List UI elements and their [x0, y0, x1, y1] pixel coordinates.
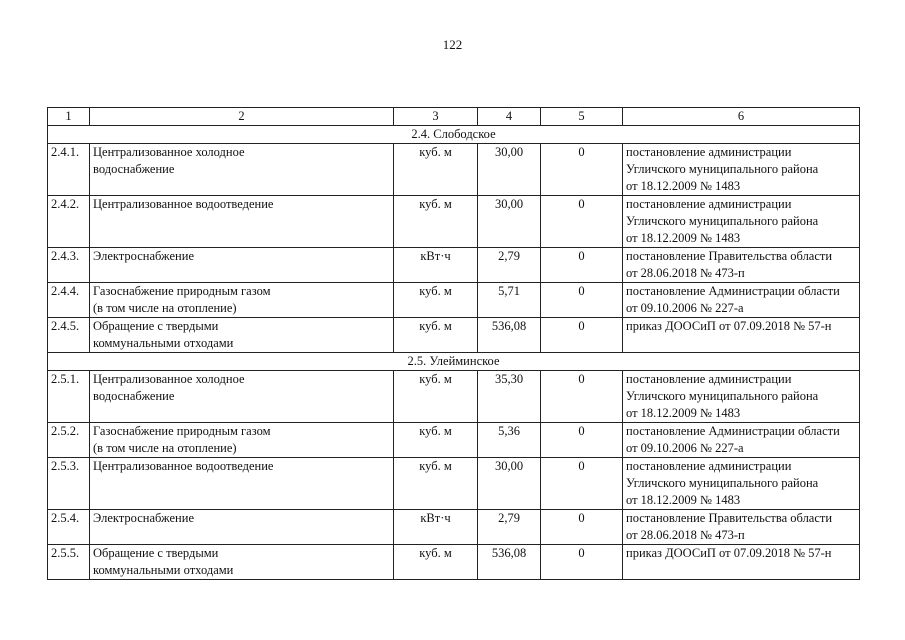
- section-row: [48, 126, 860, 144]
- tariff-table: [47, 107, 860, 580]
- legal-basis: [623, 318, 860, 353]
- section-title: 2.4. Слободское: [48, 126, 860, 144]
- cell-line: от 18.12.2009 № 1483: [626, 179, 741, 193]
- cell-line: водоснабжение: [93, 389, 175, 403]
- tariff-value: 30,00: [478, 144, 541, 196]
- cell-line: Централизованное холодное: [93, 145, 245, 159]
- row-number: 2.5.3.: [48, 458, 90, 510]
- service-name: [90, 144, 394, 196]
- row-number: 2.5.1.: [48, 371, 90, 423]
- cell-line: Угличского муниципального района: [626, 389, 819, 403]
- cell-line: Угличского муниципального района: [626, 214, 819, 228]
- cell-line: Обращение с твердыми: [93, 546, 219, 560]
- section-row: [48, 353, 860, 371]
- cell-line: Электроснабжение: [93, 249, 194, 263]
- cell-line: от 09.10.2006 № 227-а: [626, 441, 744, 455]
- legal-basis: [623, 371, 860, 423]
- second-value: 0: [541, 248, 623, 283]
- second-value: 0: [541, 283, 623, 318]
- row-number: 2.5.4.: [48, 510, 90, 545]
- unit: куб. м: [394, 371, 478, 423]
- legal-basis: [623, 248, 860, 283]
- row-number: 2.4.5.: [48, 318, 90, 353]
- tariff-value: 2,79: [478, 510, 541, 545]
- cell-line: Газоснабжение природным газом: [93, 284, 271, 298]
- cell-line: водоснабжение: [93, 162, 175, 176]
- table-row: [48, 196, 860, 248]
- service-name: [90, 248, 394, 283]
- cell-line: Централизованное водоотведение: [93, 459, 274, 473]
- cell-line: (в том числе на отопление): [93, 441, 237, 455]
- legal-basis: [623, 196, 860, 248]
- header-cell-num: 1: [48, 108, 90, 126]
- second-value: 0: [541, 458, 623, 510]
- tariff-value: 35,30: [478, 371, 541, 423]
- cell-line: Централизованное холодное: [93, 372, 245, 386]
- cell-line: приказ ДООСиП от 07.09.2018 № 57-н: [626, 319, 832, 333]
- unit: куб. м: [394, 283, 478, 318]
- service-name: [90, 423, 394, 458]
- cell-line: (в том числе на отопление): [93, 301, 237, 315]
- unit: куб. м: [394, 423, 478, 458]
- second-value: 0: [541, 196, 623, 248]
- table-row: [48, 248, 860, 283]
- cell-line: Угличского муниципального района: [626, 476, 819, 490]
- table-row: [48, 283, 860, 318]
- cell-line: постановление Администрации области: [626, 284, 840, 298]
- table-row: [48, 458, 860, 510]
- legal-basis: [623, 458, 860, 510]
- service-name: [90, 318, 394, 353]
- row-number: 2.5.2.: [48, 423, 90, 458]
- cell-line: от 18.12.2009 № 1483: [626, 231, 741, 245]
- legal-basis: [623, 545, 860, 580]
- table-row: [48, 318, 860, 353]
- page-number: 122: [442, 37, 463, 52]
- cell-line: Угличского муниципального района: [626, 162, 819, 176]
- tariff-value: 536,08: [478, 318, 541, 353]
- cell-line: постановление Администрации области: [626, 424, 840, 438]
- second-value: 0: [541, 423, 623, 458]
- cell-line: Газоснабжение природным газом: [93, 424, 271, 438]
- cell-line: Централизованное водоотведение: [93, 197, 274, 211]
- legal-basis: [623, 144, 860, 196]
- second-value: 0: [541, 318, 623, 353]
- service-name: [90, 283, 394, 318]
- cell-line: постановление администрации: [626, 459, 792, 473]
- table-row: [48, 144, 860, 196]
- service-name: [90, 545, 394, 580]
- section-title: 2.5. Улейминское: [48, 353, 860, 371]
- service-name: [90, 510, 394, 545]
- header-cell-name: 2: [90, 108, 394, 126]
- legal-basis: [623, 423, 860, 458]
- unit: кВт·ч: [394, 248, 478, 283]
- unit: куб. м: [394, 458, 478, 510]
- header-cell-value: 4: [478, 108, 541, 126]
- tariff-value: 2,79: [478, 248, 541, 283]
- cell-line: коммунальными отходами: [93, 336, 234, 350]
- service-name: [90, 196, 394, 248]
- cell-line: от 18.12.2009 № 1483: [626, 406, 741, 420]
- second-value: 0: [541, 545, 623, 580]
- second-value: 0: [541, 371, 623, 423]
- tariff-value: 5,71: [478, 283, 541, 318]
- table-body: [48, 108, 860, 580]
- cell-line: Обращение с твердыми: [93, 319, 219, 333]
- service-name: [90, 458, 394, 510]
- cell-line: постановление Правительства области: [626, 249, 833, 263]
- unit: кВт·ч: [394, 510, 478, 545]
- table-row: [48, 545, 860, 580]
- unit: куб. м: [394, 196, 478, 248]
- unit: куб. м: [394, 545, 478, 580]
- unit: куб. м: [394, 318, 478, 353]
- row-number: 2.4.1.: [48, 144, 90, 196]
- cell-line: приказ ДООСиП от 07.09.2018 № 57-н: [626, 546, 832, 560]
- cell-line: от 09.10.2006 № 227-а: [626, 301, 744, 315]
- row-number: 2.4.4.: [48, 283, 90, 318]
- table-row: [48, 371, 860, 423]
- row-number: 2.4.2.: [48, 196, 90, 248]
- legal-basis: [623, 510, 860, 545]
- header-row: [48, 108, 860, 126]
- tariff-value: 30,00: [478, 196, 541, 248]
- cell-line: от 28.06.2018 № 473-п: [626, 528, 745, 542]
- header-cell-value2: 5: [541, 108, 623, 126]
- cell-line: постановление администрации: [626, 197, 792, 211]
- cell-line: постановление администрации: [626, 372, 792, 386]
- cell-line: от 28.06.2018 № 473-п: [626, 266, 745, 280]
- row-number: 2.5.5.: [48, 545, 90, 580]
- legal-basis: [623, 283, 860, 318]
- unit: куб. м: [394, 144, 478, 196]
- table-row: [48, 423, 860, 458]
- row-number: 2.4.3.: [48, 248, 90, 283]
- tariff-value: 536,08: [478, 545, 541, 580]
- second-value: 0: [541, 144, 623, 196]
- tariff-value: 30,00: [478, 458, 541, 510]
- service-name: [90, 371, 394, 423]
- header-cell-unit: 3: [394, 108, 478, 126]
- cell-line: от 18.12.2009 № 1483: [626, 493, 741, 507]
- cell-line: Электроснабжение: [93, 511, 194, 525]
- cell-line: постановление Правительства области: [626, 511, 833, 525]
- cell-line: постановление администрации: [626, 145, 792, 159]
- cell-line: коммунальными отходами: [93, 563, 234, 577]
- tariff-value: 5,36: [478, 423, 541, 458]
- table-row: [48, 510, 860, 545]
- second-value: 0: [541, 510, 623, 545]
- header-cell-doc: 6: [623, 108, 860, 126]
